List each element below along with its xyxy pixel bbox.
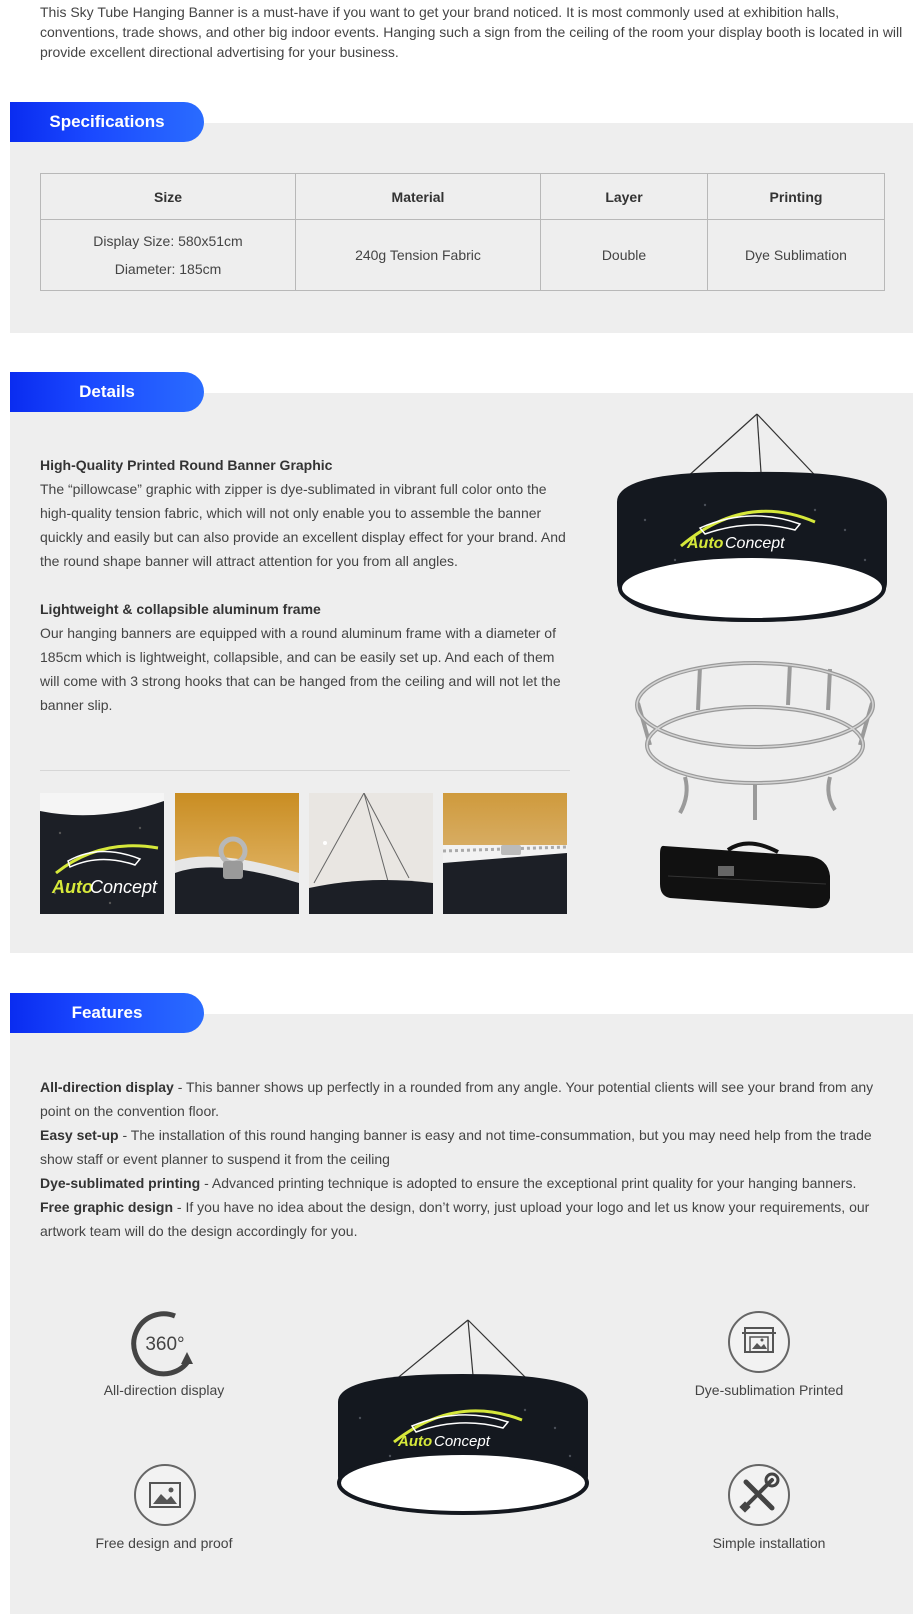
image-icon: [134, 1464, 196, 1526]
icon-label-simple-installation: Simple installation: [712, 1535, 826, 1551]
printer-icon: [728, 1311, 790, 1373]
carry-bag-image: [658, 836, 838, 912]
logo-closeup-image: [40, 793, 164, 914]
banner-graphic-text: The “pillowcase” graphic with zipper is dye-sublimated in vibrant full color onto the high-quality tension fabric, which will not only enable you to assemble the banner quickly and easily but can also provide an excellent display effect for your brand. And the round shape banner will attract attention for you from all angles.: [40, 481, 566, 569]
zipper-closeup-image: [443, 793, 567, 914]
feature-text: - If you have no idea about the design, don’t worry, just upload your logo and let us know your requirements, our artwork team will do the design accordingly for you.: [40, 1199, 870, 1239]
aluminum-frame-text: Our hanging banners are equipped with a round aluminum frame with a diameter of 185cm which is lightweight, collapsible, and can be easily set up. And each of them will come with 3 strong hooks that can be hanged from the ceiling and will not let the banner slip.: [40, 625, 561, 713]
feature-title: Dye-sublimated printing: [40, 1175, 201, 1191]
feature-item: [40, 1195, 885, 1243]
icon-360-text: 360°: [145, 1334, 185, 1355]
cell-size: [41, 220, 296, 291]
banner-logo-auto: Auto: [687, 535, 724, 552]
rotate-360-icon: [131, 1310, 199, 1378]
thumb-logo-concept: Concept: [90, 877, 158, 897]
specifications-tab: Specifications: [10, 102, 204, 142]
center-logo-auto: Auto: [398, 1433, 433, 1450]
feature-item: [40, 1123, 885, 1171]
ceiling-cables-image: [309, 793, 433, 914]
feature-item: [40, 1171, 885, 1195]
header-size: Size: [41, 174, 296, 220]
table-header-row: [41, 174, 885, 220]
intro-paragraph: This Sky Tube Hanging Banner is a must-have if you want to get your brand noticed. It is most commonly used at exhibition halls, conventions, trade shows, and other big indoor events. Hanging such a sign from the ceiling of the room your display booth is located in will provide excellent directional advertising for your business.: [40, 4, 903, 60]
display-size-value: Display Size: 580x51cm: [93, 233, 243, 249]
diameter-value: Diameter: 185cm: [114, 261, 222, 277]
banner-logo-concept: Concept: [725, 535, 785, 552]
header-layer: Layer: [541, 174, 708, 220]
features-list: [40, 1075, 885, 1243]
details-text: [40, 453, 572, 717]
features-tab: Features: [10, 993, 204, 1033]
center-banner-image: [330, 1318, 595, 1526]
hanging-banner-image: [615, 410, 890, 635]
icon-label-free-design: Free design and proof: [95, 1535, 233, 1551]
center-logo-concept: Concept: [434, 1433, 490, 1450]
icon-label-all-direction: All-direction display: [103, 1382, 225, 1398]
banner-graphic-title: High-Quality Printed Round Banner Graphic: [40, 457, 333, 473]
specifications-table: [40, 173, 885, 291]
feature-title: All-direction display: [40, 1079, 174, 1095]
cell-layer: Double: [541, 220, 708, 291]
feature-text: - The installation of this round hanging banner is easy and not time-consummation, but you may need help from the trade show staff or event planner to suspend it from the ceiling: [40, 1127, 872, 1167]
feature-text: - Advanced printing technique is adopted to ensure the exceptional print quality for your hanging banners.: [200, 1175, 857, 1191]
thumbnail-hook-closeup[interactable]: [175, 793, 299, 914]
table-row: [41, 220, 885, 291]
feature-title: Easy set-up: [40, 1127, 119, 1143]
tools-icon: [728, 1464, 790, 1526]
details-divider: [40, 770, 570, 771]
aluminum-frame-image: [630, 645, 880, 825]
thumbnail-logo-closeup[interactable]: [40, 793, 164, 914]
cell-printing: Dye Sublimation: [708, 220, 885, 291]
cell-material: 240g Tension Fabric: [296, 220, 541, 291]
header-material: Material: [296, 174, 541, 220]
thumbnail-ceiling-cables[interactable]: [309, 793, 433, 914]
icon-label-dye-sublimation: Dye-sublimation Printed: [694, 1382, 844, 1398]
hook-closeup-image: [175, 793, 299, 914]
feature-item: [40, 1075, 885, 1123]
aluminum-frame-title: Lightweight & collapsible aluminum frame: [40, 601, 321, 617]
thumbnail-zipper-closeup[interactable]: [443, 793, 567, 914]
thumb-logo-auto: Auto: [52, 877, 93, 897]
details-tab: Details: [10, 372, 204, 412]
header-printing: Printing: [708, 174, 885, 220]
feature-text: - This banner shows up perfectly in a rounded from any angle. Your potential clients will see your brand from any point on the convention floor.: [40, 1079, 874, 1119]
feature-title: Free graphic design: [40, 1199, 174, 1215]
